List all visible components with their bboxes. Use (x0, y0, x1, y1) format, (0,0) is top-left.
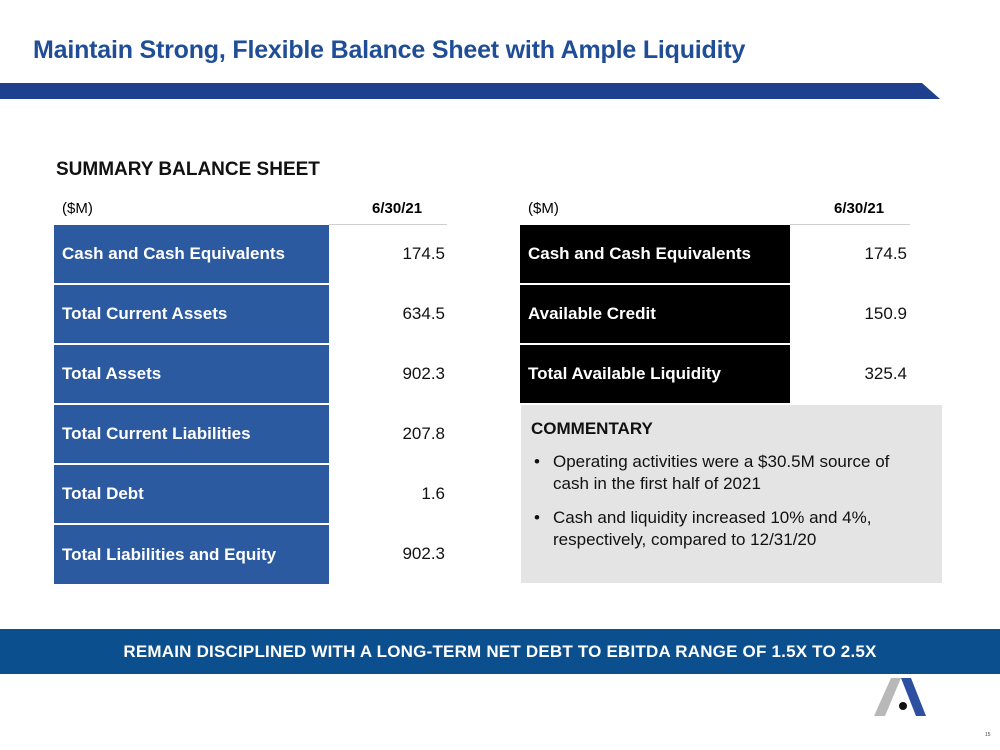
company-logo-icon (874, 676, 926, 718)
right-row-value: 174.5 (864, 244, 907, 263)
bullet-dot-icon: • (534, 508, 540, 527)
title-accent-bar (0, 83, 940, 99)
left-row-value: 174.5 (402, 244, 445, 263)
right-row-label: Available Credit (520, 285, 790, 343)
left-row-label: Total Assets (54, 345, 329, 403)
left-unit-header: ($M) (62, 200, 93, 217)
page-number: 15 (985, 732, 991, 738)
commentary-box (521, 405, 942, 583)
commentary-bullet-text: Operating activities were a $30.5M source of cash in the first half of 2021 (553, 452, 890, 493)
left-date-header: 6/30/21 (372, 200, 423, 217)
left-header-rule (329, 224, 447, 225)
right-row-label: Cash and Cash Equivalents (520, 225, 790, 283)
left-row-label: Total Current Assets (54, 285, 329, 343)
left-row-value: 634.5 (402, 304, 445, 323)
left-row-value: 207.8 (402, 424, 445, 443)
right-date-header: 6/30/21 (834, 200, 885, 217)
right-header-rule (790, 224, 910, 225)
section-heading: SUMMARY BALANCE SHEET (56, 159, 320, 180)
left-row-value: 902.3 (402, 544, 445, 563)
bottom-banner (0, 629, 1000, 674)
right-row-label: Total Available Liquidity (520, 345, 790, 403)
left-row-value: 1.6 (421, 484, 445, 503)
commentary-bullet (531, 507, 924, 551)
banner-text: REMAIN DISCIPLINED WITH A LONG-TERM NET DEBT TO EBITDA RANGE OF 1.5X TO 2.5X (123, 641, 877, 661)
bullet-dot-icon: • (534, 452, 540, 471)
commentary-bullet-text: Cash and liquidity increased 10% and 4%, respectively, compared to 12/31/20 (553, 508, 872, 549)
commentary-bullet (531, 451, 924, 495)
right-row-value: 150.9 (864, 304, 907, 323)
left-row-label: Total Current Liabilities (54, 405, 329, 463)
right-row-value: 325.4 (864, 364, 907, 383)
page-title: Maintain Strong, Flexible Balance Sheet with Ample Liquidity (33, 36, 746, 64)
left-row-value: 902.3 (402, 364, 445, 383)
left-row-label: Total Liabilities and Equity (54, 525, 329, 584)
right-unit-header: ($M) (528, 200, 559, 217)
commentary-title: COMMENTARY (531, 419, 653, 438)
left-row-label: Total Debt (54, 465, 329, 523)
left-row-label: Cash and Cash Equivalents (54, 225, 329, 283)
